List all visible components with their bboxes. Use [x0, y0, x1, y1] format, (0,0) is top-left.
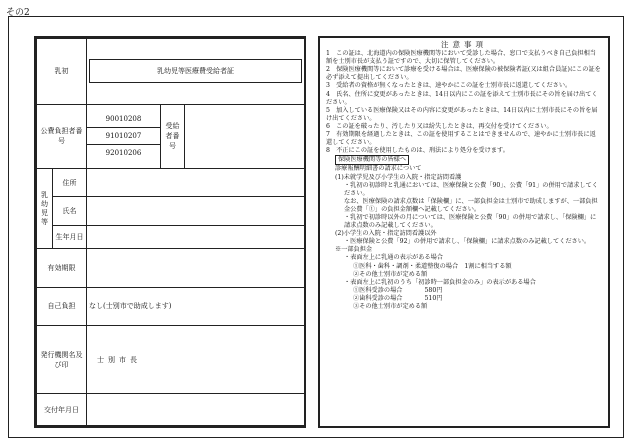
- birth-date-label: 生年月日: [53, 226, 87, 249]
- recipient-number-value: [185, 104, 305, 168]
- section-3-title: ※一部負担金: [335, 246, 373, 254]
- section-3-b1-label: ①医科受診の場合: [353, 286, 403, 294]
- section-3-a1: ①医科・歯科・調剤・柔道整復の場合 1割に相当する額: [353, 262, 512, 270]
- section-3-b2-label: ②歯科受診の場合: [353, 294, 403, 302]
- issuer-label: 発行機関名及び印: [37, 326, 87, 394]
- note-item: 7 有効期限を経過したときは、この証を使用することはできませんので、速やかに士別市長に返還してください。: [326, 131, 596, 147]
- section-3-a2: ②その他士別市が定める額: [353, 270, 428, 278]
- recipient-number-label: 受給者番号: [161, 104, 185, 168]
- notes-heading: 注意事項: [441, 40, 487, 49]
- note-item: 5 加入している医療保険又はその内容に変更があったときは、14日以内に士別市長にその旨を届け出てください。: [326, 106, 598, 122]
- section-3-b2-amount: 510円: [424, 294, 443, 302]
- issuer-value: 士別市長: [87, 326, 305, 394]
- validity-value: [87, 249, 305, 287]
- note-item: 1 この証は、北海道内の保険医療機関等において受診した場合、窓口で支払うべき自己負担相当額を士別市長が支払う証ですので、大切に保管してください。: [326, 50, 596, 66]
- section-box: 保険医療機関等の皆様へ: [335, 155, 409, 165]
- payer-number-list: [87, 104, 161, 168]
- payer-number-label: 公費負担者番号: [37, 104, 87, 168]
- section-3-b: ・表面左上に乳初のうち「初診時一部負担金のみ」の表示がある場合: [344, 278, 536, 286]
- section-1-b: なお、医療保険の請求点数は「保険欄」に、一部負担金は士別市で助成しますが、一部負担金公費「①」の負担金額欄へ記載してください。: [344, 197, 598, 213]
- issue-date-label: 交付年月日: [37, 394, 87, 426]
- page-corner-label: その2: [6, 8, 30, 18]
- section-3-b3: ③その他士別市が定める額: [353, 303, 428, 310]
- notes-body: [320, 38, 608, 314]
- payer-number: 91010207: [87, 128, 160, 145]
- child-label: 乳幼児等: [37, 168, 53, 249]
- section-2-a: ・医療保険と公費「92」の併用で請求し、「保険欄」に請求点数のみ記載してください。: [344, 238, 591, 246]
- card-title: 乳幼児等医療費受給者証: [89, 59, 302, 83]
- section-3-b1-amount: 580円: [424, 286, 443, 294]
- note-item: 6 この証を破ったり、汚したり又は紛失したときは、再交付を受けてください。: [326, 122, 553, 130]
- copay-label: 自己負担: [37, 287, 87, 325]
- issue-date-value: [87, 394, 305, 426]
- note-item: 4 氏名、住所に変更があったときは、14日以内にこの証を添えて士別市長にその旨を届け出てください。: [326, 90, 598, 106]
- birth-date-value: [87, 226, 305, 249]
- certificate-notes: [318, 36, 610, 428]
- validity-label: 有効期限: [37, 249, 87, 287]
- address-value: [87, 168, 305, 197]
- note-item: 3 受給者の資格が無くなったときは、速やかにこの証を士別市長に返還してください。: [326, 82, 572, 90]
- certificate-table: [36, 38, 305, 426]
- name-label: 氏名: [53, 197, 87, 226]
- note-item: 2 保険医療機関等において診療を受ける場合は、医療保険の被保険者証(又は組合員証)にこの証を必ず添えて提出してください。: [326, 66, 601, 82]
- type-label: 乳初: [37, 39, 87, 105]
- address-label: 住所: [53, 168, 87, 197]
- note-item: 8 不正にこの証を使用したものは、刑法により処分を受けます。: [326, 147, 509, 155]
- section-1-c: ・乳初で初診時以外の月については、医療保険と公費「90」の併用で請求し、「保険欄」に請求点数のみ記載してください。: [344, 213, 597, 230]
- copay-value: なし(士別市で助成します): [87, 287, 305, 325]
- section-1-title: (1)未就学児及び小学生の入院・指定訪問看護: [335, 173, 462, 181]
- section-subtitle: 診療報酬明細書の請求について: [335, 165, 422, 173]
- section-2-title: (2)小学生の入院・指定訪問看護以外: [335, 230, 437, 238]
- certificate-front: [34, 36, 306, 428]
- name-value: [87, 197, 305, 226]
- payer-number: 90010208: [87, 111, 160, 128]
- section-3-a: ・表面左上に乳通の表示がある場合: [344, 254, 443, 262]
- payer-number: 92010206: [105, 149, 142, 158]
- section-1-a: ・乳初の初診時と乳通においては、医療保険と公費「90」、公費「91」の併用で請求してください。: [344, 181, 598, 197]
